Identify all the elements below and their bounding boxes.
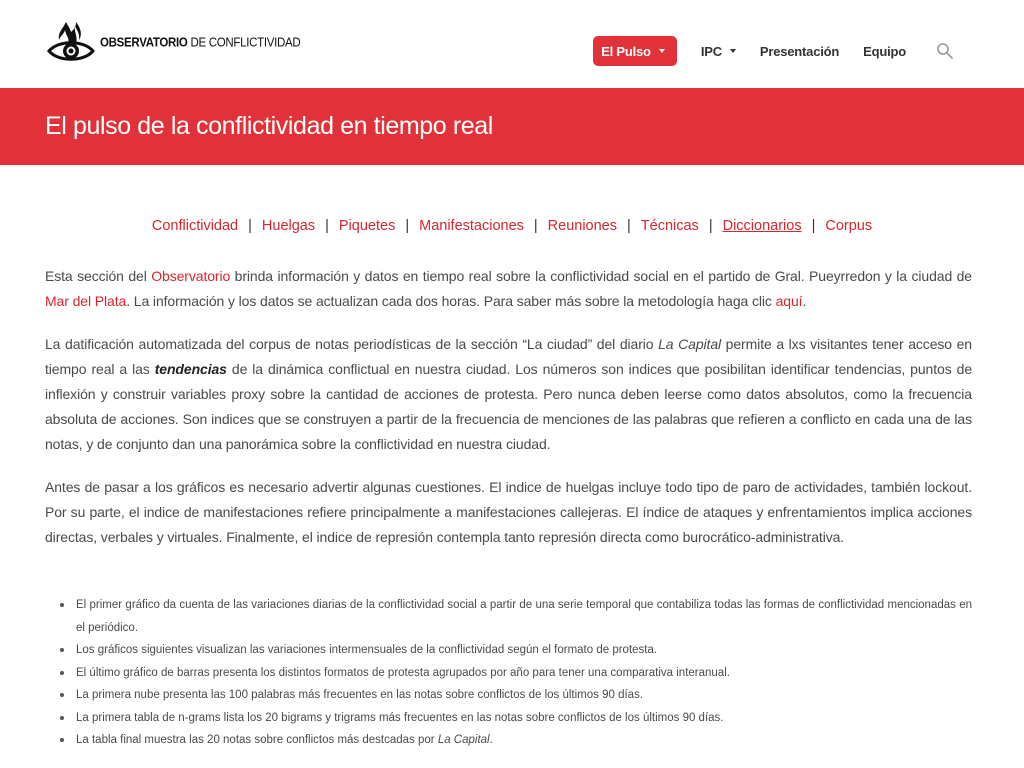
intro-paragraph-1 <box>45 264 972 314</box>
section-subnav <box>0 218 1024 234</box>
subnav-link-corpus[interactable]: Corpus <box>825 218 873 234</box>
nav-item-presentacion[interactable] <box>760 36 839 66</box>
subnav-link-reuniones[interactable]: Reuniones <box>547 218 617 234</box>
site-name-bold: OBSERVATORIO <box>100 36 188 50</box>
nav-item-label: Presentación <box>759 43 840 59</box>
subnav-separator: | <box>248 218 252 234</box>
text: . <box>489 734 493 746</box>
nav-item-label: IPC <box>700 43 722 59</box>
subnav-separator: | <box>627 218 631 234</box>
newspaper-name: La Capital <box>437 734 490 746</box>
intro-paragraph-2 <box>45 332 972 457</box>
search-icon[interactable] <box>936 42 954 60</box>
nav-item-ipc[interactable] <box>701 36 736 66</box>
subnav-separator: | <box>533 218 538 234</box>
text: Esta sección del <box>45 268 152 284</box>
page-hero-banner <box>0 88 1024 165</box>
list-item: El primer gráfico da cuenta de las variaciones diarias de la conflictividad social a partir de una serie temporal que contabiliza todas las formas de conflictividad mencionadas en el periódico. <box>58 594 972 639</box>
site-name-rest: DE CONFLICTIVIDAD <box>187 36 301 50</box>
text: . <box>802 293 807 309</box>
subnav-link-diccionarios[interactable]: Diccionarios <box>722 218 802 234</box>
subnav-link-conflictividad[interactable]: Conflictividad <box>151 218 239 234</box>
text: brinda información y datos en tiempo real sobre la conflictividad social en el partido de Gral. Pueyrredon y la ciudad de <box>230 268 972 284</box>
subnav-separator: | <box>405 218 410 234</box>
list-item: Los gráficos siguientes visualizan las variaciones intermensuales de la conflictividad según el formato de protesta. <box>58 639 972 662</box>
text: permite a lxs visitantes tener acceso en tiempo real a las <box>45 336 972 377</box>
subnav-link-tecnicas[interactable]: Técnicas <box>640 218 699 234</box>
subnav-link-piquetes[interactable]: Piquetes <box>338 218 396 234</box>
subnav-separator: | <box>811 218 816 234</box>
nav-item-el-pulso[interactable] <box>593 36 677 66</box>
charts-description-list <box>58 594 972 752</box>
text: La tabla final muestra las 20 notas sobre conflictos más destcadas por <box>76 734 438 746</box>
text: de la dinámica conflictual en nuestra ciudad. Los números son indices que posibilitan identificar tendencias, puntos de inflexión y construir variables proxy sobre la cantidad de acciones de protesta. Pero nunca deben leerse como datos absolutos, como la frecuencia absoluta de acciones. Son indices que se construyen a partir de la frecuencia de menciones de las palabras que refieren a conflicto en cada una de las notas, y de conjunto dan una panorámica sobre la conflictividad en nuestra ciudad. <box>45 361 973 452</box>
site-header <box>0 0 1024 88</box>
nav-item-equipo[interactable] <box>863 36 906 66</box>
eye-flame-logo-icon <box>46 18 96 68</box>
text: . La información y los datos se actualizan cada dos horas. Para saber más sobre la metodología haga clic <box>126 293 776 309</box>
subnav-separator: | <box>325 218 329 234</box>
nav-item-label: Equipo <box>863 43 906 59</box>
caret-down-icon <box>730 49 736 53</box>
main-content <box>45 264 972 568</box>
list-item: El último gráfico de barras presenta los distintos formatos de protesta agrupados por año para tener una comparativa interanual. <box>58 662 972 685</box>
newspaper-name: La Capital <box>658 336 722 352</box>
text: La datificación automatizada del corpus de notas periodísticas de la sección “La ciudad” del diario <box>45 336 659 352</box>
tendencias-emphasis: tendencias <box>154 361 227 377</box>
methodology-link[interactable]: aquí <box>775 293 803 309</box>
observatorio-link[interactable]: Observatorio <box>151 268 231 284</box>
site-name <box>100 36 300 50</box>
page-title: El pulso de la conflictividad en tiempo real <box>45 112 493 140</box>
subnav-link-manifestaciones[interactable]: Manifestaciones <box>419 218 524 234</box>
list-item: La primera tabla de n-grams lista los 20 bigrams y trigrams más frecuentes en las notas sobre conflictos de los últimos 90 días. <box>58 707 972 730</box>
intro-paragraph-3: Antes de pasar a los gráficos es necesario advertir algunas cuestiones. El indice de huelgas incluye todo tipo de paro de actividades, también lockout. Por su parte, el indice de manifestaciones refiere principalmente a manifestaciones callejeras. El índice de ataques y enfrentamientos implica acciones directas, verbales y virtuales. Finalmente, el indice de represión contempla tanto represión directa como burocrático-administrativa. <box>45 479 972 545</box>
main-nav <box>593 36 954 66</box>
list-item: La primera nube presenta las 100 palabras más frecuentes en las notas sobre conflictos de los últimos 90 días. <box>58 684 972 707</box>
nav-item-label: El Pulso <box>601 43 651 59</box>
mar-del-plata-link[interactable]: Mar del Plata <box>45 293 127 309</box>
subnav-separator: | <box>708 218 713 234</box>
caret-down-icon <box>659 49 665 53</box>
list-item <box>58 729 972 752</box>
subnav-link-huelgas[interactable]: Huelgas <box>261 218 316 234</box>
site-logo[interactable] <box>46 18 300 68</box>
